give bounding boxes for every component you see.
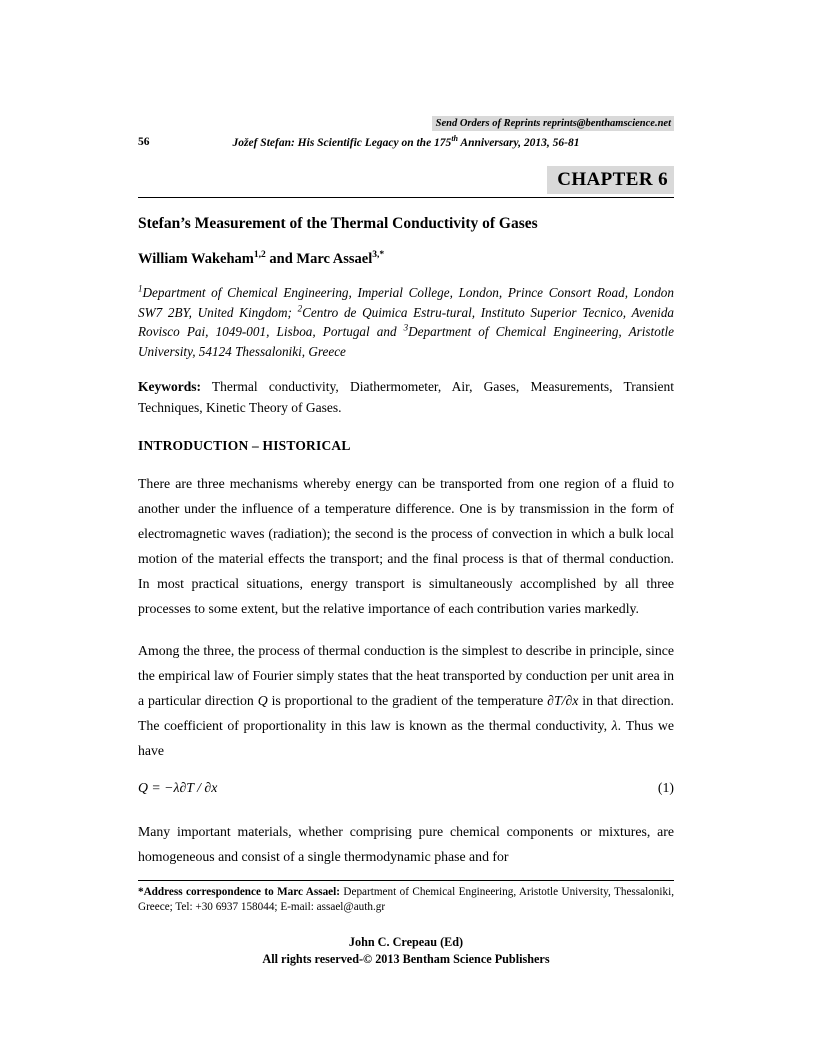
- author-two-affiliation-marker: 3,*: [372, 250, 385, 261]
- affiliations: [138, 283, 674, 361]
- running-title-post: Anniversary, 2013, 56-81: [457, 137, 580, 149]
- affiliation-marker-1: 1: [138, 283, 143, 294]
- section-heading-introduction: INTRODUCTION – HISTORICAL: [138, 438, 351, 453]
- variable-temperature-gradient: ∂T/∂x: [547, 693, 579, 708]
- equation-1: [138, 780, 674, 802]
- variable-lambda: λ: [611, 718, 618, 733]
- footnote-divider: [138, 880, 674, 881]
- editor-name: John C. Crepeau (Ed): [348, 935, 464, 949]
- affiliation-marker-3: 3: [403, 322, 409, 333]
- reprint-notice-bar: [138, 113, 674, 131]
- keywords: [138, 376, 674, 418]
- equation-1-number: (1): [657, 780, 674, 795]
- author-conjunction: and Marc Assael: [265, 251, 373, 267]
- running-title-pre: Jožef Stefan: His Scientific Legacy on the 175: [232, 137, 452, 149]
- author-one: William Wakeham: [138, 251, 254, 267]
- running-title: [138, 136, 674, 151]
- paragraph-1: There are three mechanisms whereby energy can be transported from one region of a fluid to another under the influence of a temperature difference. One is by transmission in the form of electromagnetic waves (radiation); the second is the process of convection in which a bulk local motion of the material effects the transport; and the final process is that of thermal conduction. In most practical situations, energy transport is simultaneously accomplished by all three processes to some extent, but the relative importance of each contribution varies markedly.: [138, 476, 674, 616]
- author-one-affiliation-marker: 1,2: [253, 250, 266, 261]
- footnote-label: *Address correspondence to Marc Assael:: [138, 886, 340, 898]
- paragraph-2-part-2: is proportional to the gradient of the temperature: [267, 693, 548, 708]
- chapter-banner: [138, 166, 674, 194]
- paragraph-2-part-3: in that direction. The coefficient of proportionality in this law is known as the thermal conductivity,: [138, 693, 674, 733]
- equation-1-body: Q = −λ∂T / ∂x: [138, 780, 218, 795]
- page-content: [138, 0, 674, 869]
- header-divider: [138, 197, 674, 198]
- colophon: [138, 934, 674, 968]
- running-head: [138, 136, 674, 152]
- reprint-notice-text: Send Orders of Reprints reprints@benthamscience.net: [432, 116, 674, 131]
- keywords-label: Keywords:: [138, 379, 201, 394]
- affiliation-text-3: Department of Chemical Engineering, Aristotle University, 54124 Thessaloniki, Greece: [138, 324, 674, 359]
- affiliation-text-1: Department of Chemical Engineering, Imperial College, London, Prince Consort Road, London SW7 2BY, United Kingdom;: [138, 285, 674, 320]
- correspondence-footnote: [138, 885, 674, 915]
- keywords-text: Thermal conductivity, Diathermometer, Air, Gases, Measurements, Transient Techniques, Kinetic Theory of Gases.: [138, 379, 674, 415]
- footnote-area: [138, 880, 674, 915]
- chapter-label: CHAPTER 6: [547, 166, 674, 194]
- affiliation-marker-2: 2: [297, 303, 303, 314]
- paragraph-2-part-4: . Thus we have: [138, 718, 674, 758]
- paragraph-2: [138, 638, 674, 763]
- paragraph-3: Many important materials, whether comprising pure chemical components or mixtures, are homogeneous and consist of a single thermodynamic phase and for: [138, 824, 674, 864]
- variable-q: Q: [257, 693, 268, 708]
- paragraph-2-part-1: Among the three, the process of thermal conduction is the simplest to describe in principle, since the empirical law of Fourier simply states that the heat transported by conduction per unit area in a particular direction: [138, 643, 674, 708]
- copyright-line: All rights reserved-© 2013 Bentham Science Publishers: [262, 952, 550, 966]
- author-list: [138, 250, 674, 269]
- page-number: 56: [138, 136, 150, 148]
- affiliation-text-2: Centro de Quimica Estru-tural, Instituto Superior Tecnico, Avenida Rovisco Pai, 1049-001, Lisboa, Portugal and: [138, 304, 675, 339]
- footnote-text: Department of Chemical Engineering, Aristotle University, Thessaloniki, Greece; Tel: +30 6937 158044; E-mail: assael@auth.gr: [138, 886, 674, 913]
- page-title: Stefan’s Measurement of the Thermal Conductivity of Gases: [138, 215, 538, 232]
- running-title-superscript: th: [451, 134, 458, 144]
